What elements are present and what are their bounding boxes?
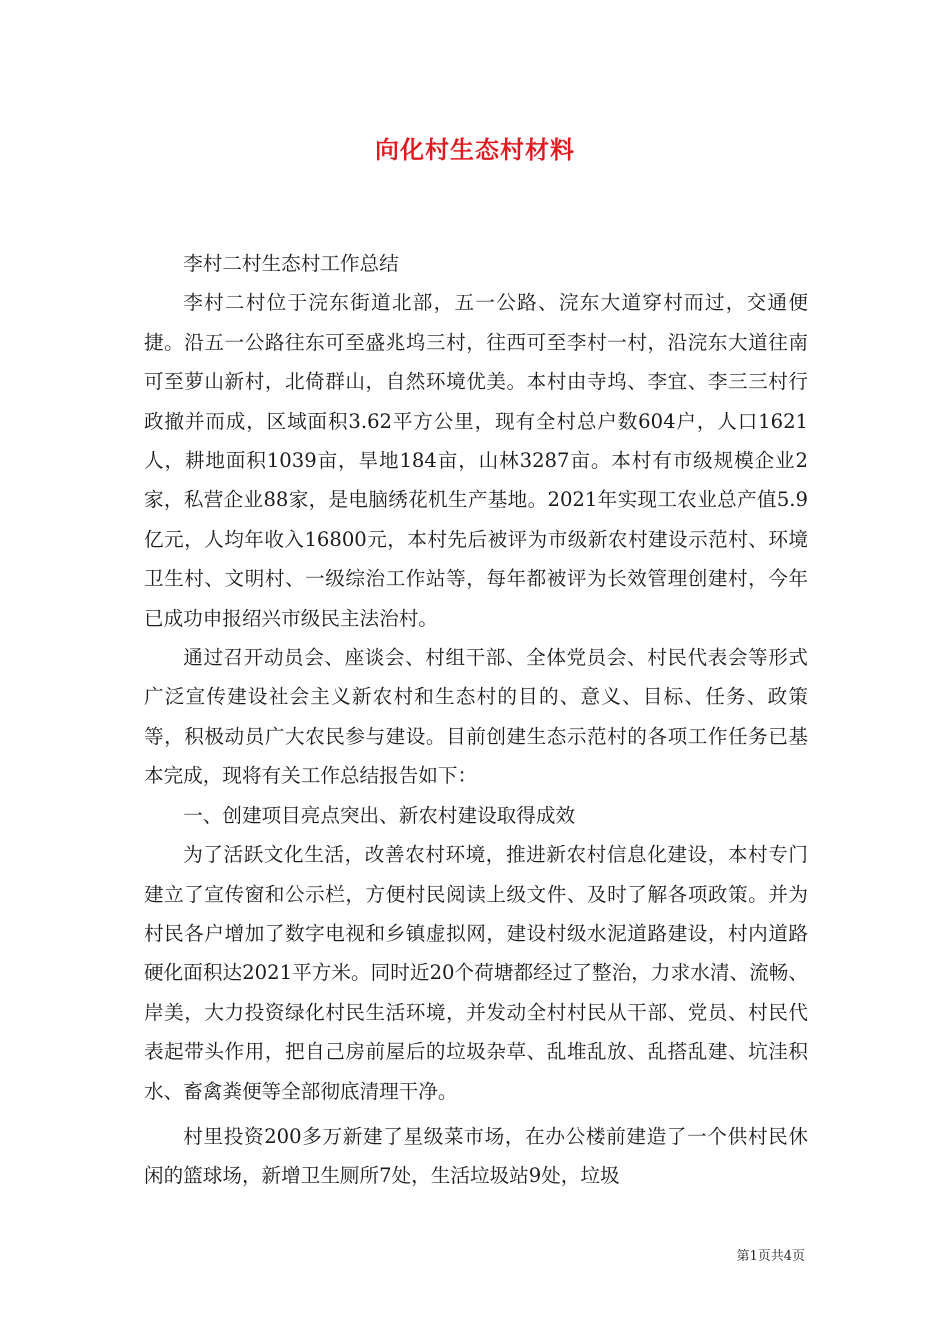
document-title: 向化村生态村材料 <box>375 135 575 164</box>
section-heading: 李村二村生态村工作总结 <box>183 252 399 275</box>
paragraph: 李村二村位于浣东街道北部，五一公路、浣东大道穿村而过，交通便捷。沿五一公路往东可至盛兆坞三村，往西可至李村一村，沿浣东大道往南可至萝山新村，北倚群山，自然环境优美。本村由寺坞、李宜、李三三村行政撤并而成，区域面积3.62平方公里，现有全村总户数604户，人口1621人，耕地面积1039亩，旱地184亩，山林3287亩。本村有市级规模企业2家，私营企业88家，是电脑绣花机生产基地。2021年实现工农业总产值5.9亿元，人均年收入16800元，本村先后被评为市级新农村建设示范村、环境卫生村、文明村、一级综治工作站等，每年都被评为长效管理创建村，今年已成功申报绍兴市级民主法治村。 <box>144 291 808 630</box>
section-heading: 一、创建项目亮点突出、新农村建设取得成效 <box>183 803 576 827</box>
page-number: 第1页共4页 <box>736 1249 805 1264</box>
paragraph: 为了活跃文化生活，改善农村环境，推进新农村信息化建设，本村专门建立了宣传窗和公示栏，方便村民阅读上级文件、及时了解各项政策。并为村民各户增加了数字电视和乡镇虚拟网，建设村级水泥道路建设，村内道路硬化面积达2021平方米。同时近20个荷塘都经过了整治，力求水清、流畅、岸美，大力投资绿化村民生活环境，并发动全村村民从干部、党员、村民代表起带头作用，把自己房前屋后的垃圾杂草、乱堆乱放、乱搭乱建、坑洼积水、畜禽粪便等全部彻底清理干净。 <box>144 843 808 1103</box>
document-body <box>144 244 808 1196</box>
paragraph: 通过召开动员会、座谈会、村组干部、全体党员会、村民代表会等形式广泛宣传建设社会主义新农村和生态村的目的、意义、目标、任务、政策等，积极动员广大农民参与建设。目前创建生态示范村的各项工作任务已基本完成，现将有关工作总结报告如下： <box>144 646 808 788</box>
paragraph: 村里投资200多万新建了星级菜市场，在办公楼前建造了一个供村民休闲的篮球场，新增卫生厕所7处，生活垃圾站9处，垃圾 <box>144 1124 808 1188</box>
